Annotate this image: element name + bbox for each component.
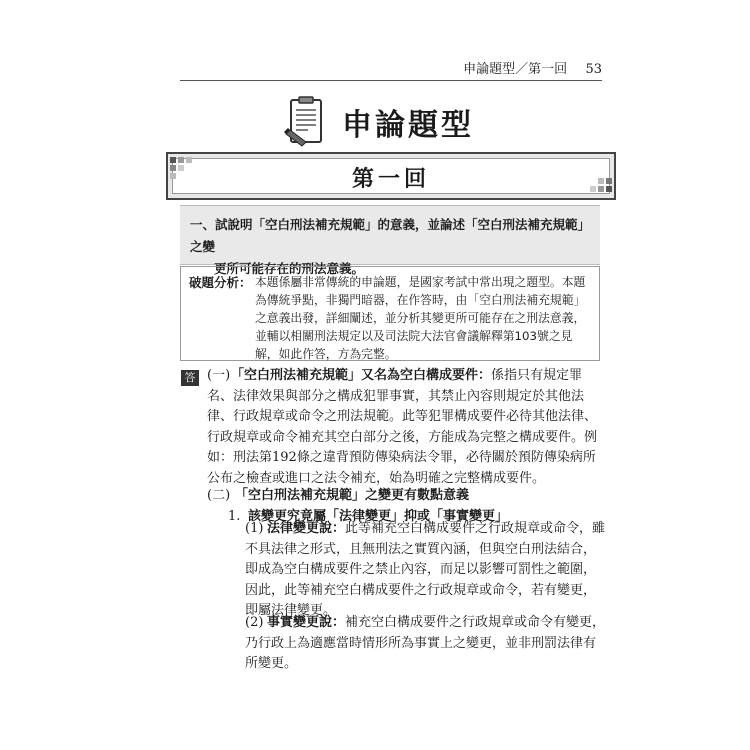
header-rule (180, 80, 602, 81)
section-2-number: (二) (207, 488, 231, 503)
subsection-1-heading: 該變更究竟屬「法律變更」抑或「事實變更」 (248, 509, 509, 524)
subsection-1-number: 1. (228, 509, 241, 524)
section-1-heading: 「空白刑法補充規範」又名為空白構成要件： (231, 368, 492, 383)
document-pencil-icon (282, 96, 334, 148)
section-1-number: (一) (207, 368, 231, 383)
question-box (180, 205, 600, 276)
section-1-text: 係指只有規定罪名、法律效果與部分之構成犯罪事實，其禁止內容則規定於其他法律、行政規章或命令之刑法規範。此等犯罪構成要件必待其他法律、行政規章或命令補充其空白部分之後，方能成為完整之構成要件。例如：刑法第192條之違背預防傳染病法令罪，必待關於預防傳染病所公布之檢查或進口之法令補充，始為明確之完整構成要件。 (207, 368, 598, 486)
analysis-label: 破題分析： (189, 275, 252, 290)
answer-item-2 (245, 613, 607, 675)
analysis-text: 本題係屬非常傳統的申論題，是國家考試中常出現之題型。本題為傳統爭點，非獨門暗器，在作答時，由「空白刑法補充規範」之意義出發，詳細闡述，並分析其變更所可能存在之刑法意義，並輔以相關刑法規定以及司法院大法官會議解釋第103號之見解，如此作答，方為完整。 (255, 275, 586, 361)
question-line-1: 一、試說明「空白刑法補充規範」的意義，並論述「空白刑法補充規範」之變 (190, 217, 591, 254)
item-1-number: (1) (245, 521, 264, 536)
running-header (463, 58, 602, 77)
item-1-heading: 法律變更說： (267, 521, 346, 536)
question-line-2: 更所可能存在的刑法意義。 (214, 261, 365, 276)
item-2-number: (2) (245, 615, 264, 630)
item-2-heading: 事實變更說： (267, 615, 346, 630)
chapter-banner (166, 152, 616, 200)
chapter-title: 第一回 (351, 167, 430, 192)
section-2-heading: 「空白刑法補充規範」之變更有數點意義 (235, 488, 470, 503)
item-1-text: 此等補充空白構成要件之行政規章或命令，雖不具法律之形式，且無刑法之實質內涵，但與空白刑法結合，即成為空白構成要件之禁止內容，而足以影響可罰性之範圍，因此，此等補充空白構成要件之行政規章或命令，若有變更，即屬法律變更。 (245, 521, 606, 618)
answer-item-1 (245, 519, 607, 622)
analysis-box (180, 266, 600, 361)
answer-section-1 (207, 366, 605, 489)
section-title (282, 92, 474, 152)
page-number: 53 (585, 62, 602, 77)
answer-section-2 (207, 484, 469, 503)
page-title: 申論題型 (342, 108, 474, 143)
item-2-text: 補充空白構成要件之行政規章或命令有變更，乃行政上為適應當時情形所為事實上之變更，並非刑罰法律有所變更。 (245, 615, 606, 671)
running-title: 申論題型／第一回 (463, 62, 568, 77)
answer-badge: 答 (181, 370, 199, 386)
